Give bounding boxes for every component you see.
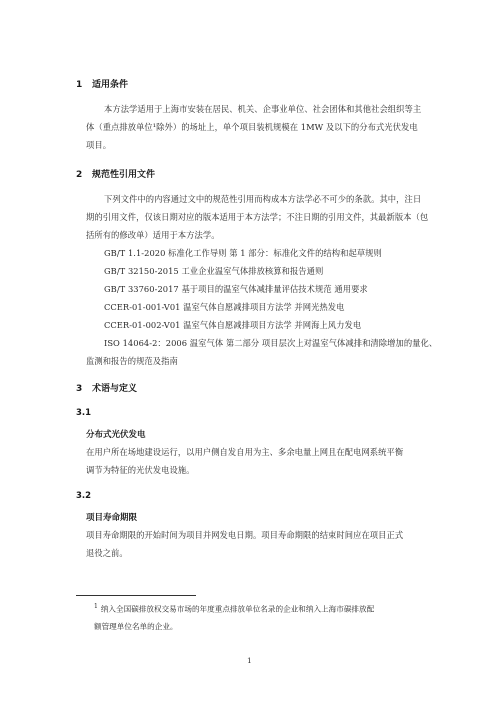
page-number: 1 [247, 656, 252, 665]
section-3-heading [76, 381, 137, 394]
section-2-number: 2 [76, 170, 83, 180]
section-3-1-number: 3.1 [76, 408, 92, 418]
footnote-line-1 [94, 603, 374, 615]
footnote-line-2: 额管理单位名单的企业。 [94, 622, 178, 631]
section-1-title: 适用条件 [92, 80, 129, 90]
definition-3-2-line-1: 项目寿命期限的开始时间为项目并网发电日期。项目寿命期限的结束时间应在项目正式 [86, 530, 404, 540]
section-2-intro-line-3: 括所有的修改单）适用于本方法学。 [86, 230, 220, 240]
definition-3-1-line-1: 在用户所在场地建设运行，以用户侧自发自用为主、多余电量上网且在配电网系统平衡 [86, 447, 404, 457]
reference-gbt-32150: GB/T 32150-2015 工业企业温室气体排放核算和报告通则 [104, 266, 324, 276]
section-1-line-1: 本方法学适用于上海市安装在居民、机关、企事业单位、社会团体和其他社会组织等主 [104, 104, 422, 114]
term-distributed-pv: 分布式光伏发电 [86, 430, 146, 440]
footnote-divider [76, 595, 196, 596]
reference-gbt-33760: GB/T 33760-2017 基于项目的温室气体减排量评估技术规范 通用要求 [104, 284, 368, 294]
section-1-line-2: 体（重点排放单位¹除外）的场址上，单个项目装机规模在 1MW 及以下的分布式光伏发电 [86, 122, 418, 132]
definition-3-2-line-2: 退役之前。 [86, 548, 128, 558]
section-2-intro-line-1: 下列文件中的内容通过文中的规范性引用而构成本方法学必不可少的条款。其中，注日 [104, 194, 422, 204]
definition-3-1-line-2: 调节为特征的光伏发电设施。 [86, 465, 195, 475]
section-1-line-3: 项目。 [86, 140, 112, 150]
section-3-2-number: 3.2 [76, 491, 92, 501]
section-1-number: 1 [76, 80, 83, 90]
section-3-number: 3 [76, 384, 83, 394]
term-project-lifetime: 项目寿命期限 [86, 513, 138, 523]
reference-iso-14064-2-cont: 监测和报告的规范及指南 [86, 356, 178, 366]
section-2-title: 规范性引用文件 [92, 170, 156, 180]
reference-gbt-1-1: GB/T 1.1-2020 标准化工作导则 第 1 部分：标准化文件的结构和起草规则 [104, 248, 382, 258]
reference-iso-14064-2: ISO 14064-2：2006 温室气体 第二部分 项目层次上对温室气体减排和清除增加的量化、 [104, 338, 438, 348]
section-3-title: 术语与定义 [92, 384, 138, 394]
section-1-heading [76, 77, 128, 90]
section-2-intro-line-2: 期的引用文件，仅该日期对应的版本适用于本方法学；不注日期的引用文件，其最新版本（包 [86, 212, 429, 222]
reference-ccer-01-002: CCER-01-002-V01 温室气体自愿减排项目方法学 并网海上风力发电 [104, 320, 362, 330]
footnote-text-1: 纳入全国碳排放权交易市场的年度重点排放单位名录的企业和纳入上海市碳排放配 [100, 604, 375, 614]
reference-ccer-01-001: CCER-01-001-V01 温室气体自愿减排项目方法学 并网光热发电 [104, 302, 345, 312]
section-2-heading [76, 167, 155, 180]
footnote-mark: 1 [94, 603, 98, 610]
